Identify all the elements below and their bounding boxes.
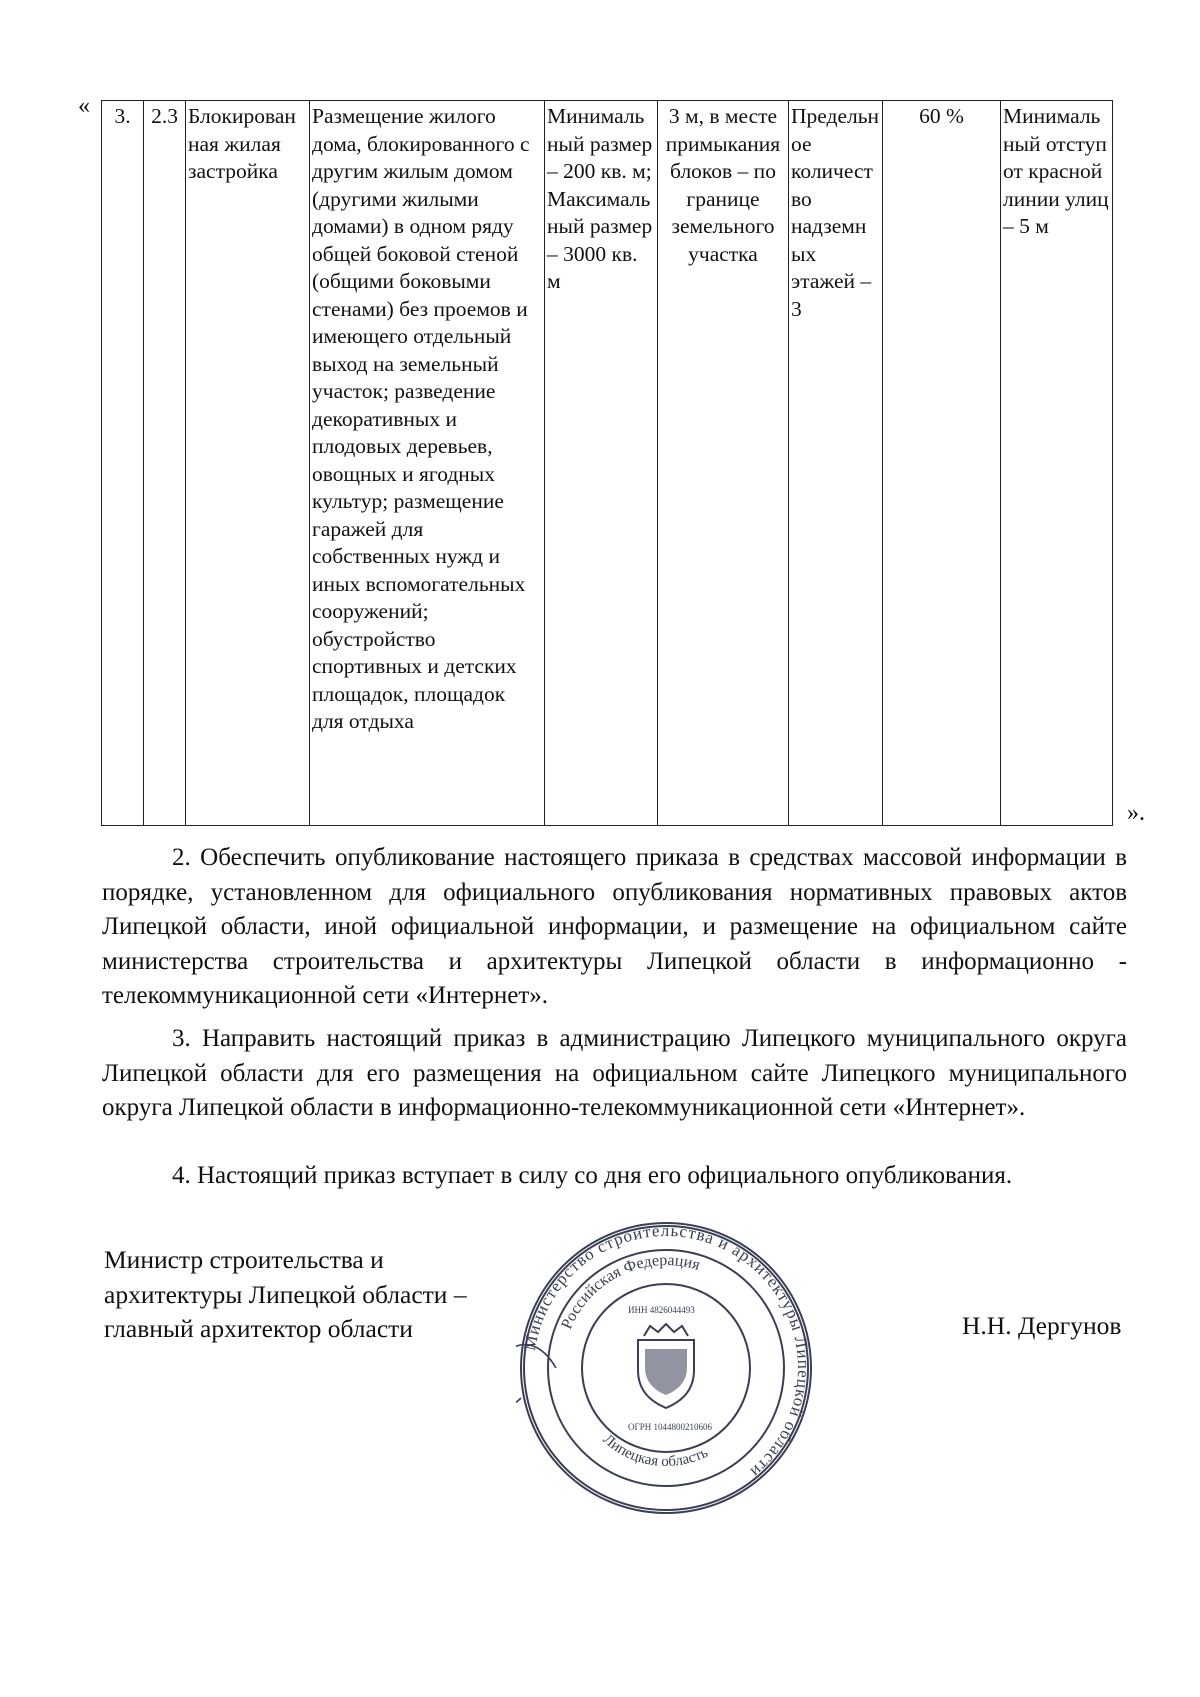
seal-inn: ИНН 4826044493 xyxy=(628,1305,695,1315)
position-line-1: Министр строительства и xyxy=(104,1245,384,1274)
zoning-table xyxy=(101,100,1113,826)
signature-stroke-2 xyxy=(516,1396,521,1407)
red-line-setback: Минимальный отступ от красной линии улиц – 5 м xyxy=(1001,101,1113,826)
land-use-name: Блокированная жилая застройка xyxy=(186,101,310,826)
land-use-description: Размещение жилого дома, блокированного с другим жилым домом (другими жилыми домами) в одном ряду общей боковой стеной (общими боковыми стенами) без проемов и имеющего отдельный выход на земельный участок; разведение декоративных и плодовых деревьев, овощных и ягодных культур; размещение гаражей для собственных нужд и иных вспомогательных сооружений; обустройство спортивных и детских площадок, площадок для отдыха xyxy=(310,101,545,826)
seal-inner-text: Российская Федерация xyxy=(558,1251,702,1332)
setback-from-boundary: 3 м, в месте примыкания блоков – по границе земельного участка xyxy=(658,101,789,826)
signatory-position xyxy=(104,1243,467,1347)
closing-quote: ». xyxy=(1127,800,1145,826)
seal-bottom-text: Липецкая область xyxy=(599,1431,711,1470)
paragraph-4: 4. Настоящий приказ вступает в силу со дня его официального опубликования. xyxy=(172,1162,1013,1189)
signatory-name: Н.Н. Дергунов xyxy=(962,1311,1122,1340)
position-line-3: главный архитектор области xyxy=(104,1314,413,1343)
max-floors: Предельное количество надземных этажей – 3 xyxy=(789,101,883,826)
position-line-2: архитектуры Липецкой области – xyxy=(104,1279,467,1309)
row-number: 3. xyxy=(102,101,144,826)
land-use-code: 2.3 xyxy=(144,101,186,826)
opening-quote: « xyxy=(78,93,90,119)
seal-outer-text: Министерство строительства и архитектуры Липецкой области xyxy=(520,1220,814,1483)
plot-size-limits: Минимальный размер – 200 кв. м; Максимальный размер – 3000 кв. м xyxy=(545,101,658,826)
official-seal xyxy=(516,1218,816,1518)
table-row xyxy=(102,101,1113,826)
paragraph-2: 2. Обеспечить опубликование настоящего приказа в средствах массовой информации в порядке, установленном для официального опубликования нормативных правовых актов Липецкой области, иной официальной информации, и размещение на официальном сайте министерства строительства и архитектуры Липецкой области в информационно - телекоммуникационной сети «Интернет». xyxy=(102,844,1127,1009)
seal-ogrn: ОГРН 1044800210606 xyxy=(628,1422,712,1432)
building-coverage: 60 % xyxy=(883,101,1001,826)
coat-of-arms-emblem xyxy=(638,1324,694,1408)
paragraph-3: 3. Направить настоящий приказ в администрацию Липецкого муниципального округа Липецкой области для его размещения на официальном сайте Липецкого муниципального округа Липецкой области в информационно-телекоммуникационной сети «Интернет». xyxy=(102,1025,1127,1121)
